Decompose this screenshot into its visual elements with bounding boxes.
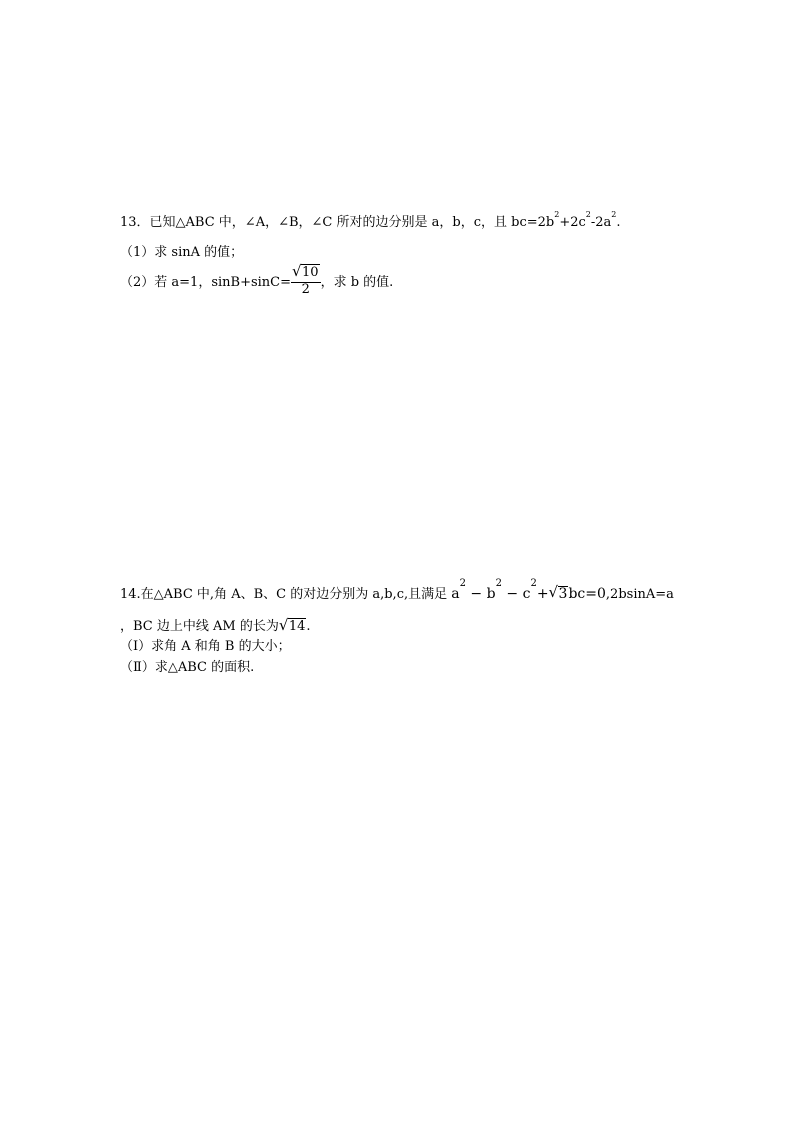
q14-part2: （Ⅱ）求△ABC 的面积.: [120, 660, 255, 675]
q14-line2: [120, 618, 311, 636]
eq-exp: 2: [530, 578, 537, 589]
eq-term: − c: [501, 586, 531, 602]
fraction-denominator: 2: [301, 282, 310, 297]
q14-equation: [451, 578, 606, 602]
q14-part1: （Ⅰ）求角 A 和角 B 的大小；: [120, 639, 291, 654]
eq-term: +: [536, 586, 549, 602]
sqrt-radicand: 14: [288, 619, 306, 634]
eq-term: − b: [465, 586, 496, 602]
q13-exp: 2: [554, 210, 560, 219]
q14-stem-text: 14.在△ABC 中,角 A、B、C 的对边分别为 a,b,c,且满足: [120, 587, 448, 602]
q13-part2: [120, 262, 394, 299]
q13-stem-text: -2a: [590, 215, 612, 230]
sqrt-radical: √ 3: [548, 583, 568, 602]
q13-part2-text: ，求 b 的值.: [320, 275, 394, 290]
q13-part2-text: （2）若 a=1，sinB+sinC=: [120, 275, 292, 290]
q13-stem-text: .: [616, 215, 621, 230]
sqrt-radical: √ 10: [292, 262, 319, 280]
fraction: [291, 264, 321, 297]
q13-stem: [120, 210, 621, 232]
sqrt-radical: √ 14: [278, 616, 306, 634]
q13-exp: 2: [585, 210, 591, 219]
q14-stem: [120, 578, 674, 604]
eq-term: bc=0: [568, 586, 606, 602]
q13-stem-text: 13．已知△ABC 中，∠A，∠B，∠C 所对的边分别是 a，b，c，且 bc=2b: [120, 215, 555, 230]
q14-stem-text: ,2bsinA=a: [605, 587, 674, 602]
q13-exp: 2: [611, 210, 617, 219]
sqrt-radicand: 10: [302, 265, 319, 280]
q14-line2-text: .: [306, 619, 311, 634]
eq-exp: 2: [495, 578, 502, 589]
q14-line2-text: ，BC 边上中线 AM 的长为: [120, 619, 279, 634]
eq-term: a: [451, 586, 460, 602]
eq-exp: 2: [459, 578, 466, 589]
q13-stem-text: +2c: [559, 215, 586, 230]
q13-part1: （1）求 sinA 的值；: [120, 245, 244, 260]
sqrt-radicand: 3: [558, 586, 568, 602]
